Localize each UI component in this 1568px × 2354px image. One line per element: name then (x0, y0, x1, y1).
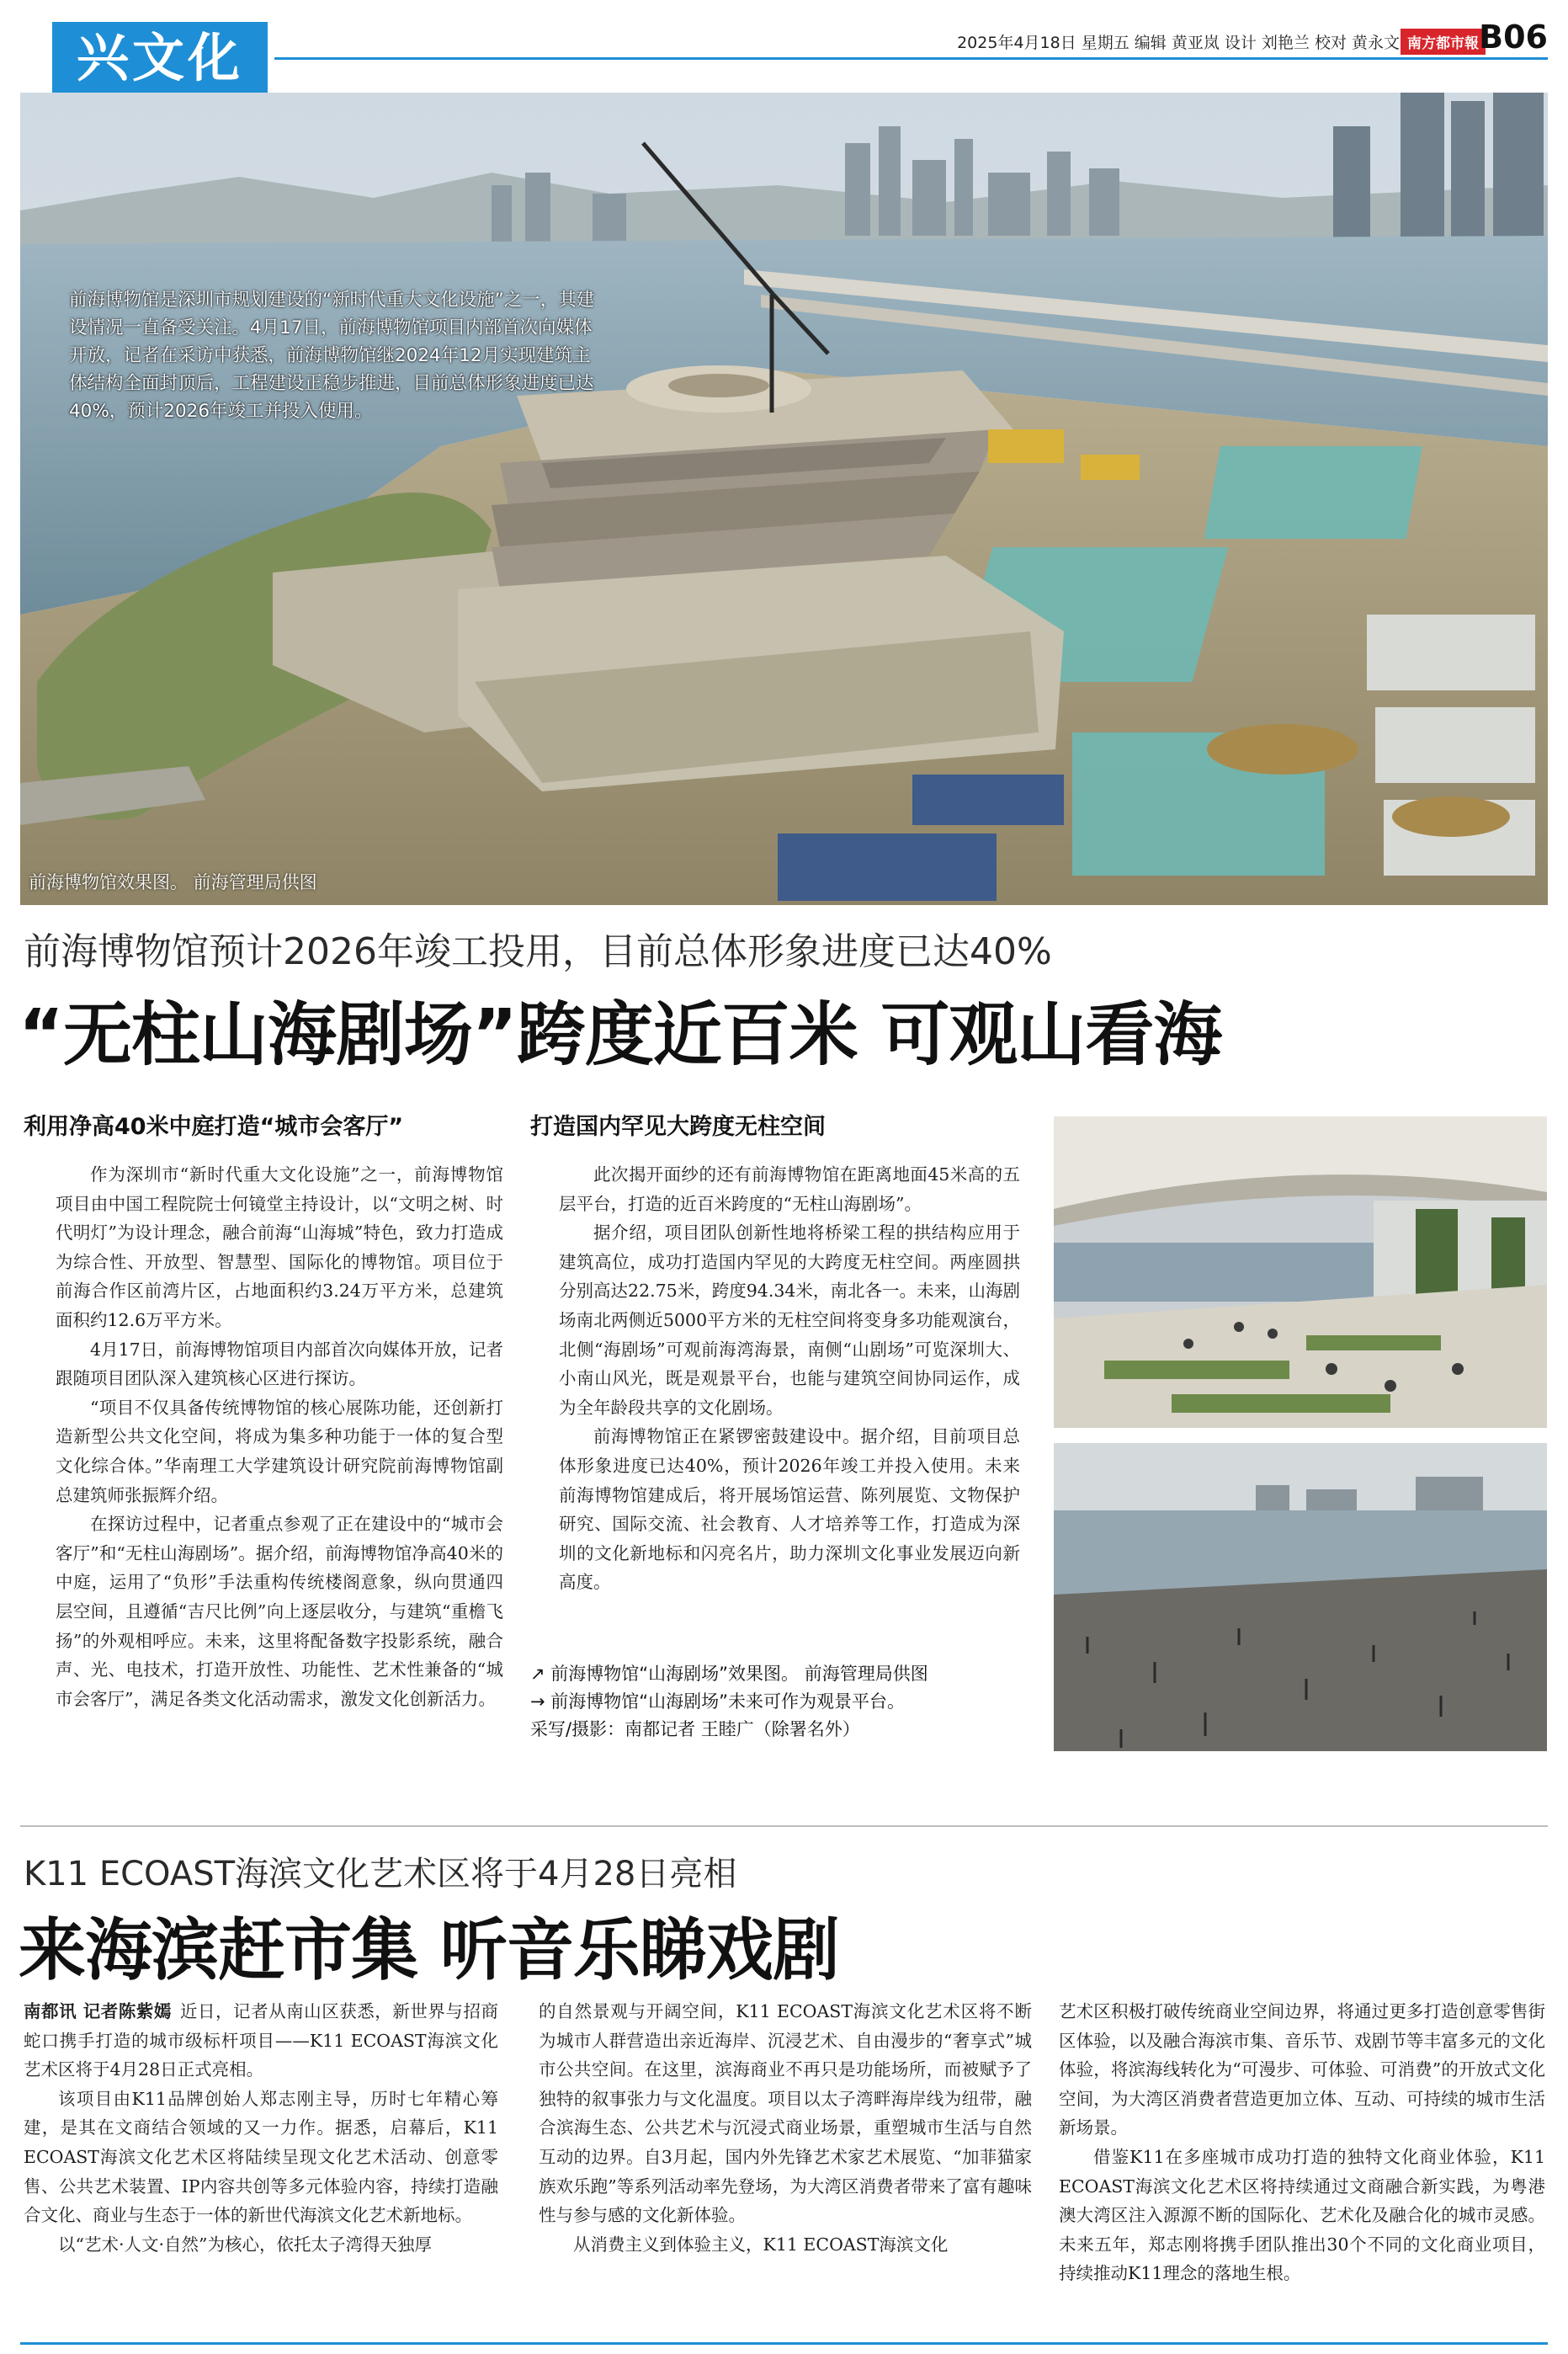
article2-headline: 来海滨赶市集 听音乐睇戏剧 (19, 1911, 839, 1989)
article2-column-3 (1059, 1997, 1545, 2288)
paragraph: 此次揭开面纱的还有前海博物馆在距离地面45米高的五层平台，打造的近百米跨度的“无柱山海剧场”。 (559, 1164, 1020, 1214)
header-rule (274, 57, 1548, 60)
article1-subhead-1: 利用净高40米中庭打造“城市会客厅” (24, 1114, 404, 1140)
reporter-credit: 采写/摄影：南都记者 王睦广（除署名外） (530, 1719, 860, 1739)
theatre-rendering-photo (1054, 1116, 1547, 1428)
paragraph: 的自然景观与开阔空间，K11 ECOAST海滨文化艺术区将不断为城市人群营造出亲近海岸、沉浸艺术、自由漫步的“奢享式”城市公共空间。在这里，滨海商业不再只是功能场所，而被赋予了独特的叙事张力与文化温度。项目以太子湾畔海岸线为纽带，融合滨海生态、公共艺术与沉浸式商业场景，重塑城市生活与自然互动的边界。自3月起，国内外先锋艺术家艺术展览、“加菲猫家族欢乐跑”等系列活动率先登场，为大湾区消费者带来了富有趣味性与参与感的文化新体验。 (539, 2001, 1032, 2226)
paragraph: 借鉴K11在多座城市成功打造的独特文化商业体验，K11 ECOAST海滨文化艺术区将持续通过文商融合新实践，为粤港澳大湾区注入源源不断的国际化、艺术化及融合化的城市灵感。未来五年，郑志刚将携手团队推出30个不同的文化商业项目，持续推动K11理念的落地生根。 (1059, 2146, 1545, 2284)
paper-logo: 南方都市報 (1401, 29, 1486, 55)
date-line: 2025年4月18日 星期五 编辑 黄亚岚 设计 刘艳兰 校对 黄永文 (957, 34, 1400, 52)
paragraph: 4月17日，前海博物馆项目内部首次向媒体开放，记者跟随项目团队深入建筑核心区进行探访。 (56, 1339, 503, 1389)
footer-rule (20, 2342, 1548, 2345)
article1-kicker: 前海博物馆预计2026年竣工投用，目前总体形象进度已达40% (24, 930, 1052, 973)
paragraph: 前海博物馆正在紧锣密鼓建设中。据介绍，目前项目总体形象进度已达40%，预计2026年竣工并投入使用。未来前海博物馆建成后，将开展场馆运营、陈列展览、文物保护研究、国际交流、社会教育、人才培养等工作，打造成为深圳的文化新地标和闪亮名片，助力深圳文化事业发展迈向新高度。 (559, 1426, 1020, 1593)
article-divider (20, 1825, 1548, 1827)
article1-subhead-2: 打造国内罕见大跨度无柱空间 (530, 1114, 826, 1140)
paragraph: 该项目由K11品牌创始人郑志刚主导，历时七年精心筹建，是其在文商结合领域的又一力作。据悉，启幕后，K11 ECOAST海滨文化艺术区将陆续呈现文化艺术活动、创意零售、公共艺术装置、IP内容共创等多元体验内容，持续打造融合文化、商业与生态于一体的新世代海滨文化艺术新地标。 (24, 2088, 498, 2226)
article1-column-1 (56, 1160, 503, 1713)
article1-photo-captions (530, 1660, 928, 1744)
article2-column-2 (539, 1997, 1032, 2259)
paragraph: 从消费主义到体验主义，K11 ECOAST海滨文化 (573, 2234, 949, 2255)
caption-line: 前海博物馆“山海剧场”效果图。 前海管理局供图 (550, 1664, 928, 1684)
paragraph: 在探访过程中，记者重点参观了正在建设中的“城市会客厅”和“无柱山海剧场”。据介绍，前海博物馆净高40米的中庭，运用了“负形”手法重构传统楼阁意象，纵向贯通四层空间，且遵循“吉尺比例”向上逐层收分，与建筑“重檐飞扬”的外观相呼应。未来，这里将配备数字投影系统，融合声、光、电技术，打造开放性、功能性、艺术性兼备的“城市会客厅”，满足各类文化活动需求，激发文化创新活力。 (56, 1514, 503, 1709)
paragraph: 以“艺术·人文·自然”为核心，依托太子湾得天独厚 (58, 2234, 432, 2255)
article2-kicker: K11 ECOAST海滨文化艺术区将于4月28日亮相 (24, 1855, 737, 1893)
paragraph: 作为深圳市“新时代重大文化设施”之一，前海博物馆项目由中国工程院院士何镜堂主持设计，以“文明之树、时代明灯”为设计理念，融合前海“山海城”特色，致力打造成为综合性、开放型、智慧型、国际化的博物馆。项目位于前海合作区前湾片区，占地面积约3.24万平方米，总建筑面积约12.6万平方米。 (56, 1164, 503, 1330)
arrow-right-icon: → (530, 1691, 545, 1712)
article1-column-2 (559, 1160, 1020, 1597)
hero-photo-caption: 前海博物馆效果图。 前海管理局供图 (29, 872, 317, 892)
paragraph-text: 近日，记者从南山区获悉，新世界与招商蛇口携手打造的城市级标杆项目——K11 ECOAST海滨文化艺术区将于4月28日正式亮相。 (24, 2001, 498, 2080)
byline: 南都讯 记者陈紫嫣 (24, 2001, 172, 2021)
section-tag: 兴文化 (52, 22, 268, 94)
arrow-up-right-icon: ↗ (530, 1664, 545, 1684)
article1-headline: “无柱山海剧场”跨度近百米 可观山看海 (19, 995, 1222, 1075)
page-number: B06 (1479, 19, 1548, 56)
paragraph: 据介绍，项目团队创新性地将桥梁工程的拱结构应用于建筑高位，成功打造国内罕见的大跨度无柱空间。两座圆拱分别高达22.75米，跨度94.34米，南北各一。未来，山海剧场南北两侧近5000平方米的无柱空间将变身多功能观演台，北侧“海剧场”可观前海湾海景，南侧“山剧场”可览深圳大、小南山风光，既是观景平台，也能与建筑空间协同运作，成为全年龄段共享的文化剧场。 (559, 1222, 1020, 1418)
article2-column-1 (24, 1997, 498, 2259)
hero-aerial-photo (20, 93, 1548, 905)
paragraph: “项目不仅具备传统博物馆的核心展陈功能，还创新打造新型公共文化空间，将成为集多种功能于一体的复合型文化综合体。”华南理工大学建筑设计研究院前海博物馆副总建筑师张振辉介绍。 (56, 1397, 503, 1505)
paragraph: 艺术区积极打破传统商业空间边界，将通过更多打造创意零售街区体验，以及融合海滨市集、音乐节、戏剧节等丰富多元的文化体验，将滨海线转化为“可漫步、可体验、可消费”的开放式文化空间，为大湾区消费者营造更加立体、互动、可持续的城市生活新场景。 (1059, 2001, 1545, 2138)
observation-platform-photo (1054, 1443, 1547, 1751)
paragraph (24, 1997, 498, 2085)
hero-intro-text: 前海博物馆是深圳市规划建设的“新时代重大文化设施”之一，其建设情况一直备受关注。4月17日，前海博物馆项目内部首次向媒体开放，记者在采访中获悉，前海博物馆继2024年12月实现建筑主体结构全面封顶后，工程建设正稳步推进，目前总体形象进度已达40%，预计2026年竣工并投入使用。 (69, 290, 595, 422)
caption-line: 前海博物馆“山海剧场”未来可作为观景平台。 (550, 1691, 906, 1712)
